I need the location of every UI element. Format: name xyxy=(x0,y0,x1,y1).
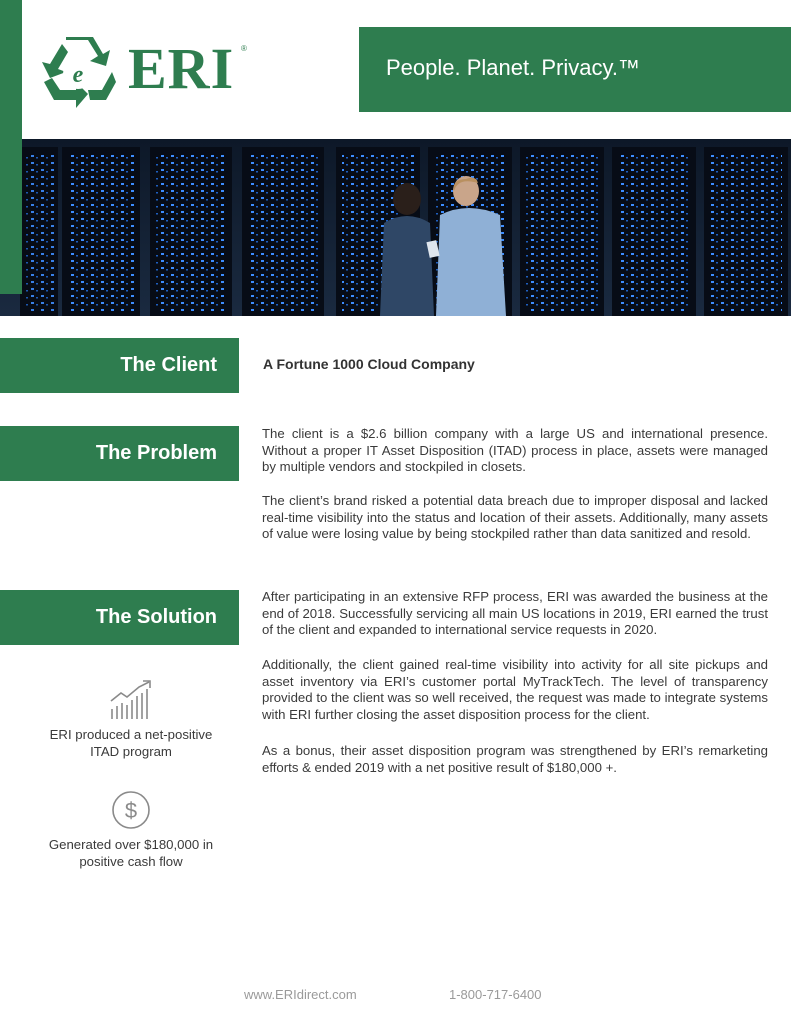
problem-label-bar xyxy=(0,426,239,481)
solution-label: The Solution xyxy=(95,606,217,628)
problem-label: The Problem xyxy=(95,442,217,464)
client-label-bar xyxy=(0,338,239,393)
recycle-e-icon xyxy=(40,36,116,108)
client-label: The Client xyxy=(120,354,217,376)
left-accent-stripe xyxy=(0,0,22,294)
svg-text:e: e xyxy=(72,62,84,88)
stat-1-line-2: ITAD program xyxy=(90,744,172,759)
stat-2-text xyxy=(31,836,231,870)
solution-paragraph-1: After participating in an extensive RFP process, ERI was awarded the business at the end of 2018. Successfully servicing all main US locations in 2019, ERI earned the trust of the client and expanded to international service requests in 2020. xyxy=(262,589,768,638)
growth-chart-icon xyxy=(109,679,153,721)
solution-paragraph-3: As a bonus, their asset disposition program was strengthened by ERI’s remarketing efforts & ended 2019 with a net positive result of $180,000 +. xyxy=(262,743,768,775)
footer-phone: 1-800-717-6400 xyxy=(449,987,542,1002)
tagline-banner xyxy=(359,27,791,112)
solution-label-bar xyxy=(0,590,239,645)
logo-registered-mark: ® xyxy=(241,44,247,53)
solution-paragraph-2: Additionally, the client gained real-time visibility into activity for all site pickups and asset inventory via ERI’s customer portal MyTrackTech. The level of transparency provided to the client was so well received, the request was made to integrate systems with ERI further closing the asset disposition process for the client. xyxy=(262,657,768,722)
server-room-photo xyxy=(0,139,791,316)
stat-2-line-2: positive cash flow xyxy=(79,854,183,869)
problem-paragraph-2: The client’s brand risked a potential data breach due to improper disposal and lacked real-time visibility into the status and location of their assets. Additionally, many assets of value were losing value by being stockpiled rather than data sanitized and resold. xyxy=(262,493,768,542)
client-name: A Fortune 1000 Cloud Company xyxy=(263,356,475,372)
eri-logo xyxy=(40,36,255,108)
logo-wordmark: ERI xyxy=(128,36,235,101)
svg-text:$: $ xyxy=(124,798,138,823)
stat-2-line-1: Generated over $180,000 in xyxy=(48,837,214,852)
dollar-circle-icon xyxy=(111,790,151,830)
footer-website-link[interactable]: www.ERIdirect.com xyxy=(244,987,357,1002)
tagline-text: People. Planet. Privacy.™ xyxy=(386,55,640,80)
stat-1-line-1: ERI produced a net-positive xyxy=(49,727,213,742)
problem-paragraph-1: The client is a $2.6 billion company with a large US and international presence. Without a proper IT Asset Disposition (ITAD) process in place, assets were managed by multiple vendors and stockpiled in closets. xyxy=(262,426,768,475)
server-room-illustration xyxy=(0,139,791,316)
stat-1-text xyxy=(31,726,231,760)
